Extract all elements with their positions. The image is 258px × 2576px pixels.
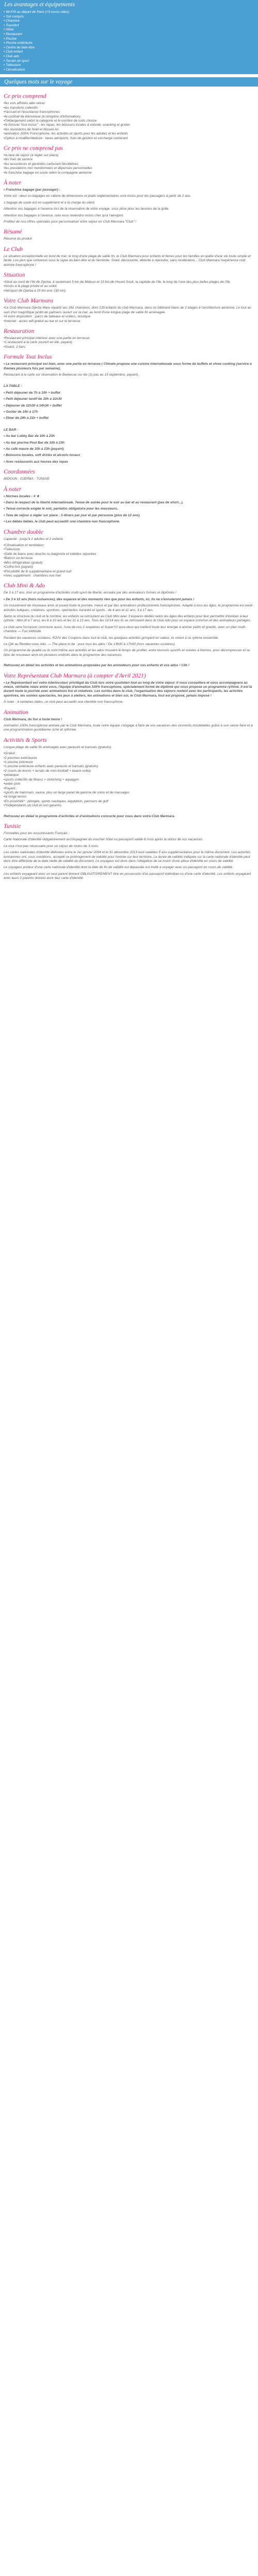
section-heading: Chambre double — [4, 529, 43, 535]
section-paragraph: Retrouvez en détail le programme d'activités et d'animations concocté pour vous dans votre Club Marmara. — [4, 814, 175, 818]
equipement-item: • Chambre — [4, 19, 254, 24]
equipement-item: • Transfert — [4, 24, 254, 28]
section-list-item: • l'hébergement selon la catégorie et le nombre de nuits choisie — [4, 119, 254, 123]
section-paragraph: • Au café maure de 10h à 23h (payant) — [4, 447, 64, 451]
section-list-item: • Coffre-fort (payant) — [4, 565, 254, 569]
equipement-item: • Terrain de sport — [4, 59, 254, 64]
section-paragraph: • De 3 à 12 ans (hors nuisances), des espaces et des moments rien que pour les enfants, ici, ils ne s'ennuieront jamais ! — [4, 597, 195, 601]
section-list-item: • la formule "tout inclus" - les repas, les boissons locales à volonté, snacking et goûter — [4, 123, 254, 127]
section-list-item: • Internet : accès wifi gratuit au bar et sur le terrasse. — [4, 319, 254, 324]
section-paragraph: • Au bar piscine Pool Bar de 10h à 23h — [4, 440, 64, 445]
section-list-item: • le franchise bagage en soute selon la compagnie aérienne — [4, 171, 254, 175]
section-list-item: • Avec supplément : chambres vue mer — [4, 574, 254, 578]
section-list-item: • Possibilité de lit supplémentaire et grand nuit — [4, 570, 254, 574]
equipement-item: • Wi-Fi® au départ de Paris (+5 euros-villes) — [4, 10, 254, 15]
section-heading: Tunisie — [4, 823, 21, 829]
section-list-item: • les frais de service — [4, 158, 254, 162]
section-list-item: • l'accueil et l'assistance francophones — [4, 110, 254, 114]
section-paragraph: • Goûter de 16h à 17h — [4, 410, 38, 414]
sections-container — [0, 87, 258, 886]
section-list-item: • le cocktail de bienvenue (à réception d'information) — [4, 115, 254, 119]
section-list-item: • Accès à la plage privée et au soleil. — [4, 284, 254, 289]
section-list-item: • En proximité* : plongée, sports nautiques, équitation, parcours de golf — [4, 800, 254, 804]
equipement-item: • Piscine extérieure — [4, 41, 254, 46]
section-list-item: • water-polo — [4, 782, 254, 786]
section-paragraph: MIDOUN - DJERBA - TUNISIE — [4, 477, 50, 481]
section-paragraph: Le situation exceptionnelle en bord de mer, le long d'une plage de sable fin, le Club Marmara pour enfants et tienes pour les familles en quête d'une vie toute simple et facile. Les plus que convenus sous le signe du bien-être et du farniente. Soleil, découverte, détente à répondre, sans modération... Club Marmara l'expérience club animée francophone ! — [4, 254, 251, 267]
section-list-item: • Situé au nord de l'île de Djerba, à seulement 5 km de Midoun et 15 km de Houmt Souk, la capitale de l'île, le long de l'une des plus belles plages de l'île. — [4, 280, 254, 284]
section-list — [4, 336, 254, 349]
section-heading: Restauration — [4, 328, 35, 334]
section-list — [4, 752, 254, 808]
section-list-item: • la taxe de séjour (à régler sur place) — [4, 154, 254, 158]
section-paragraph: • Taxe de séjour à régler sur place : 3 dinars par jour et par personne (plus de 12 ans). — [4, 513, 141, 517]
section-list — [4, 154, 254, 175]
section-heading: Activités & Sports — [4, 737, 47, 743]
section-paragraph: • Petit déjeuner de 7h à 10h + buffet — [4, 391, 60, 395]
section-paragraph: Le voyageur porteur d'une carte nationale d'identité dont la date de fin de validité est dépassée est invité à voyager avec un passeport en cours de validité. — [4, 866, 234, 870]
section-paragraph: Un programme de qualité ou ils vont même aux activités et les ados trouvent le temps de profiter, entre tournois sportifs et soirées à thèmes, pour décompresser et se faire de nouveaux amis en plusieurs endroits dans le programme des vacances. — [4, 649, 250, 657]
section-list-item: • Option à modifier/déduire : taxes aéroports, frais de gestion et surcharge carburant — [4, 137, 254, 141]
section-list-item: • Salle de bains avec douche ou baignoire et toilettes séparées — [4, 552, 254, 556]
section-paragraph: Pendant les vacances scolaires, R20V des Coupons dans tout le club, les quelques activités grimpent en valeur, ils vivent à ce rythme ensemble. — [4, 636, 219, 640]
section-heading: À noter — [4, 486, 22, 493]
section-list-item: • Balcon ou terrasse — [4, 556, 254, 561]
section-list-item: • les transferts collectifs — [4, 106, 254, 110]
section-paragraph: LE BAR : — [4, 428, 19, 432]
section-heading: Résumé — [4, 229, 22, 235]
section-heading: À noter — [4, 180, 22, 186]
section-list-item: • 1 piscine intérieure — [4, 760, 254, 765]
section-paragraph: Un mouvement de nouveaux amis et jouant toute la journée, mieux et par des animateurs professionnels francophones. Adapté à tous les âges, le programme est varié : activités ludiques, créatives, sportives, spectacles, karaoké et sports ; de 4 ans et 11 ans; 3 à 17 ans. — [4, 604, 254, 612]
equipement-item: • Club ado — [4, 55, 254, 59]
section-paragraph: Carte Nationale d'Identité obligatoirement accompagnée du voucher hôtel ou passeport valide 6 mois après le retour de vos vacances. — [4, 838, 203, 842]
section-list-item: • 1 piscine extérieure enfants avec parasols et transats (gratuits) — [4, 765, 254, 769]
section-paragraph: Animation 100% francophone animée par le Club Marmara, toute notre équipe s'engage à faire de vos vacances des moments inoubliables grâce à son savoir-faire et à une programmation quotidienne riche et rythmée. — [4, 724, 253, 732]
section-paragraph: Profitez de nos offres spéciales pour personnaliser votre séjour en Club Marmara "Club" ! — [4, 220, 137, 224]
section-paragraph: • Franchise bagage (par passager) : — [4, 188, 60, 192]
section-paragraph: Retrouvez en détail les activités et les animations proposées par les animateurs pour vos enfants et vos ados ! Clik ! — [4, 664, 190, 668]
section-paragraph: Formalités pour les ressortissants Français : — [4, 831, 70, 835]
section-list-item: • Climatisation et ventilation — [4, 544, 254, 548]
section-paragraph: • Dîner de 19h à 21h + buffet — [4, 416, 49, 420]
section-paragraph: Les cartes nationales d'identité délivrées entre le 1er janvier 2004 et le 31 décembre 2013 sont valables 5 ans supplémentaires pour le même document. Les autorités tunisiennes ont, sous conditions, accepté ce prolongement de validité pour l'entrée sur leur territoire. La durée de validité indiquée sur la carte nationale d'identité peut donc être différente de la date réelle de validité du document. Le voyageur est donc dans l'obligation de se munir d'une pièce d'identité en cours de validité. — [4, 851, 251, 863]
section-paragraph: Attention vos bagages à l'avance lors de la réservation de votre voyage, sous pèse pour les besoins de la grille. — [4, 207, 170, 211]
section-paragraph: • Boissons locales, soft drinks et alcools locaux — [4, 453, 80, 457]
section-list-item: • Gratuit : — [4, 752, 254, 756]
equipement-item: • Piscine — [4, 37, 254, 42]
section-list-item: • 2 courts de tennis + terrain de mini-football + beach-volley — [4, 769, 254, 773]
section-list-item: • Le Club Marmara Djerba Mare répartit ses 281 chambres, dont 135 enfants du club Marmara, dans un bâtiment blanc de 2 étages à l'architecture aérienne. Le tout au sein d'un magnifique jardin de palmiers ouvert sur la mer, au bord d'une longue plage de sable fin aménagée. — [4, 306, 254, 315]
equipements-title: Les avantages et équipements — [4, 2, 75, 8]
section-list-item: • sports collectifs de fitness + stretching + aquagym — [4, 778, 254, 782]
section-paragraph: • Dans le respect de la liberté internationale. Tenue de soirée pour le soir au bar et au restaurant (pas de short...). — [4, 501, 184, 505]
section-paragraph: Attention vos bagages à l'avance, cela vous reviendra moins cher qu'à l'aéroport. — [4, 213, 124, 217]
section-list-item: • pétanque — [4, 773, 254, 777]
section-paragraph: Restaurant à la carte sur réservation le Barbecue sur dix (1) pas au 15 septembre, payant). — [4, 372, 139, 377]
section-heading: Ce prix comprend — [4, 93, 46, 100]
section-list-item: • *Indépendants du club et non garantis. — [4, 804, 254, 808]
section-paragraph: 1 bagage de soute est en supplément et à la charge du client. — [4, 200, 95, 205]
section-heading: Situation — [4, 272, 25, 279]
section-heading: Coordonnées — [4, 469, 35, 476]
equipement-item: • Télévision — [4, 63, 254, 68]
section-heading: Formule Tout Inclus — [4, 354, 52, 361]
section-heading: Animation — [4, 709, 28, 716]
equipement-item: • Club enfant — [4, 50, 254, 55]
section-paragraph: • Les bébés-bébés, le club peut accueillir une chambre non francophone. — [4, 520, 120, 524]
section-list-item: • animation 100% Francophone, les activités et sports pour les adultes et les enfants — [4, 132, 254, 136]
section-paragraph: • Le Représentant est votre interlocuteur privilégié du Club lors votre quotidien tout au long de votre séjour. Il vous conseillera et vous accompagnera au mieux, véritable relais entre vous, l'équipe d'animation 100% francophone, spécialement formé de diplômé qui vous propose un programme rythmé. Il est là durant toute la journée avec animations fun et créatives. Les sorties dans le club, l'organisation des séjours restent avec les participants, les activités sportives, les soirées spectacles, les jeux à ateliers, les animations et bien sûr, le Club Marmara, tout est proposé, jamais imposé ! — [4, 681, 252, 698]
section-paragraph: Votre vol : deux ou bagages en cabine de dimensions et poids réglementaires sont inclus pour les passagers à partir de 2 ans. — [4, 194, 191, 198]
section-heading: Votre Club Marmara — [4, 298, 54, 304]
section-paragraph: Le club sera l'occasion commune aussi, l'une de nos 2 soupières et Super'O! aura deux qui mettent toute leur énergie à animer petits et grands, avec un plan multi-chambre — Fun tAttitude. — [4, 625, 246, 634]
section-paragraph — [4, 379, 254, 382]
section-list-item: • 1 restaurant à la carte (ouvert en été, payant). — [4, 341, 254, 345]
section-list-item: • À votre disposition : parcs de bateaux et voiliers, boutique — [4, 315, 254, 319]
equipements-header — [0, 0, 258, 9]
section-paragraph: • Normes locales : 4 ★ — [4, 494, 40, 498]
section-paragraph: LA TABLE : — [4, 384, 22, 388]
section-list — [4, 544, 254, 578]
section-list-item: • sports de hammam, sauna, plus un large panel de gamme de soins et de massages — [4, 791, 254, 795]
section-paragraph: Le Qté au Rendez-vous Ado. — The place to be : pour tous les ados ! De 13h00 à 17h00 (hors vacances scolaires). — [4, 642, 176, 646]
section-paragraph: Le visa n'est pas nécessaire pour un séjour de moins de 3 mois. — [4, 844, 99, 848]
section-paragraph: Selon la structure du club et le nombre, les enfants se retrouvent au Club Mini avec 3 espaces dédiés selon les âges des enfants pour leur permettre d'évoluer à leur rythme : Mini (4 à 7 ans), les 8 à 10 ans et les 11 à 13 ans. Tous les 12/14 ans ils se retrouvent dans le Club Ado pour un espace commun et des animateurs partagés. — [4, 614, 251, 623]
section-list-item: • Payant : — [4, 787, 254, 791]
section-list-item: • 2 piscines extérieures — [4, 756, 254, 760]
section-list-item: • Télévision — [4, 548, 254, 552]
section-paragraph: Les enfants voyageant avec un seul parent doivent OBLIGATOIREMENT être en possession d'un passeport individuel ou d'une carte d'identité. Les enfants voyageant avec leurs 2 parents doivent avoir leur carte d'identité. — [4, 872, 251, 880]
section-list-item: • la longe tennis — [4, 795, 254, 799]
section-heading: Le Club — [4, 246, 23, 252]
section-paragraph — [4, 423, 254, 426]
section-paragraph: Capacité : jusqu'à 2 adultes et 2 enfants — [4, 537, 63, 541]
section-list — [4, 280, 254, 293]
equipement-item: • Centre de bien-être — [4, 46, 254, 50]
quelques-mots-header — [0, 77, 258, 87]
section-paragraph: • Le restaurant principal est bien, avec une partie en terrasse ( Climate propose une cuisine internationale sous forme de buffets et show cooking (service à thèmes plusieurs fois par semaine). — [4, 362, 252, 370]
section-paragraph: À noter : à certaines dates, ce club peut accueillir une clientèle non francophone. — [4, 700, 124, 704]
equipement-item: • Hôtel — [4, 28, 254, 32]
section-list-item: • les revolutions de Noël et Nouvel An — [4, 128, 254, 132]
equipements-list — [0, 9, 258, 74]
section-list-item: • Mini réfrigérateur (gratuit) — [4, 561, 254, 565]
section-paragraph: • Tenue correcte exigée le soir, pantalon obligatoire pour les messieurs. — [4, 507, 118, 511]
equipement-item: • Restaurant — [4, 32, 254, 37]
section-list-item: • les vols affrétés aller-retour — [4, 101, 254, 106]
section-paragraph: Club Marmara, du fun à toute heure ! — [4, 717, 62, 721]
section-heading: Ce prix ne comprend pas — [4, 145, 63, 151]
section-paragraph: • Déjeuner de 12h30 à 14h30 + buffet — [4, 403, 62, 408]
section-list-item: • les assurances et garanties carburant facultatives — [4, 162, 254, 166]
section-list-item: • Snack, 2 bars. — [4, 345, 254, 349]
equipement-item: • Climatisation — [4, 68, 254, 73]
page — [0, 0, 258, 886]
section-list — [4, 101, 254, 141]
equipement-item: • Toit compris — [4, 15, 254, 20]
section-paragraph: • Petit déjeuner tardif de 10h à 11h30 — [4, 397, 62, 401]
section-heading: Votre Représentant Club Marmara (à compter d'Avril 2021) — [4, 672, 146, 679]
section-list-item: • Aéroport de Djerba à 25 km env. (30 mn). — [4, 289, 254, 293]
section-list-item: • les prestations non mentionnées et dépenses personnelles — [4, 166, 254, 171]
quelques-mots-title: Quelques mots sur le voyage — [4, 79, 73, 86]
section-heading: Club Mini & Ado — [4, 583, 45, 589]
section-paragraph: Résumé du produit — [4, 237, 32, 241]
section-paragraph: Longue plage de sable fin aménagée avec parasols et transats (gratuits). — [4, 745, 112, 749]
section-paragraph: De 3 à 17 ans, tout un programme d'activités multi-sport de liberté, encadré par des animateurs formés et diplômés ! — [4, 591, 176, 595]
section-paragraph: • Avec restaurants aux heures des repas — [4, 460, 68, 464]
section-list-item: • Restaurant principal intérieur avec une partie en terrasse. — [4, 336, 254, 341]
section-list — [4, 306, 254, 324]
section-paragraph: • Au bar Lobby Bar de 10h à 23h — [4, 434, 55, 438]
